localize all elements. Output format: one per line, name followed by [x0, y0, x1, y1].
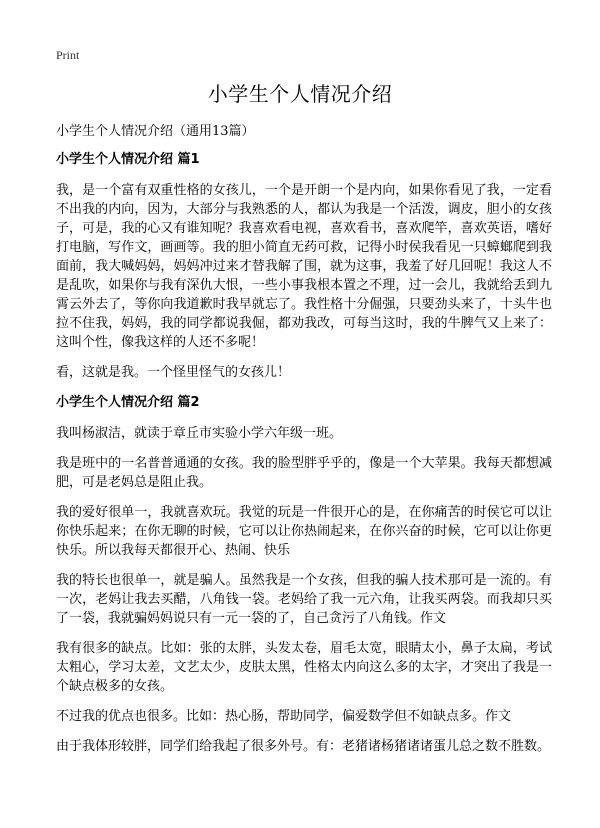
section-2	[56, 393, 552, 756]
paragraph: 我有很多的缺点。比如：张的太胖，头发太卷，眉毛太宽，眼睛太小，鼻子太扁，考试太粗心，学习太差，文艺太少，皮肤太黑，性格太内向这么多的太字，才突出了我是一个缺点极多的女孩。	[56, 641, 552, 694]
section-heading: 小学生个人情况介绍 篇2	[56, 395, 200, 410]
paragraph: 我是班中的一名普普通通的女孩。我的脸型胖乎乎的，像是一个大苹果。我每天都想减肥，可是老妈总是阻止我。	[56, 456, 552, 490]
print-link[interactable]: Print	[56, 48, 80, 62]
document-subtitle: 小学生个人情况介绍（通用13篇）	[56, 124, 255, 139]
section-1	[56, 150, 552, 382]
document-body	[56, 150, 552, 767]
paragraph: 我，是一个富有双重性格的女孩儿，一个是开朗一个是内向，如果你看见了我，一定看不出我的内向，因为，大部分与我熟悉的人，都认为我是一个活泼，调皮，胆小的女孩子，可是，我的心又有谁知呢？我喜欢看电视，喜欢看书，喜欢爬竿，喜欢英语，嗜好打电脑，写作文，画画等。我的胆小简直无药可救，记得小时侯我看见一只蟑螂爬到我面前，我大喊妈妈，妈妈冲过来才替我解了围，就为这事，我羞了好几回呢！我这人不是乱吹，如果你与我有深仇大恨，一些小事我根本置之不理，过一会儿，我就给丢到九霄云外去了，等你向我道歉时我早就忘了。我性格十分倔强，只要劲头来了，十头牛也拉不住我，妈妈，我的同学都说我倔，都劝我改，可每当这时，我的牛脾气又上来了：这叫个性，像我这样的人还不多呢！	[56, 183, 552, 350]
document-title: 小学生个人情况介绍	[207, 82, 393, 106]
paragraph: 我叫杨淑洁，就读于章丘市实验小学六年级一班。	[56, 426, 343, 441]
paragraph: 我的特长也很单一，就是骗人。虽然我是一个女孩，但我的骗人技术那可是一流的。有一次，老妈让我去买醋，八角钱一袋。老妈给了我一元六角，让我买两袋。而我却只买了一袋，我就骗妈妈说只有一元一袋的了，自己贪污了八角钱。作文	[56, 573, 552, 626]
paragraph: 我的爱好很单一，我就喜欢玩。我觉的玩是一件很开心的是，在你痛苦的时侯它可以让你快乐起来；在你无聊的时候，它可以让你热闹起来，在你兴奋的时候，它可以让你更快乐。所以我每天都很开心、热闹、快乐	[56, 505, 552, 558]
paragraph: 看，这就是我。一个怪里怪气的女孩儿！	[56, 365, 291, 380]
paragraph: 由于我体形较胖，同学们给我起了很多外号。有：老猪诸杨猪诸诸蛋儿总之数不胜数。	[56, 739, 551, 754]
section-heading: 小学生个人情况介绍 篇1	[56, 152, 200, 167]
paragraph: 不过我的优点也很多。比如：热心肠，帮助同学，偏爱数学但不如缺点多。作文	[56, 709, 512, 724]
